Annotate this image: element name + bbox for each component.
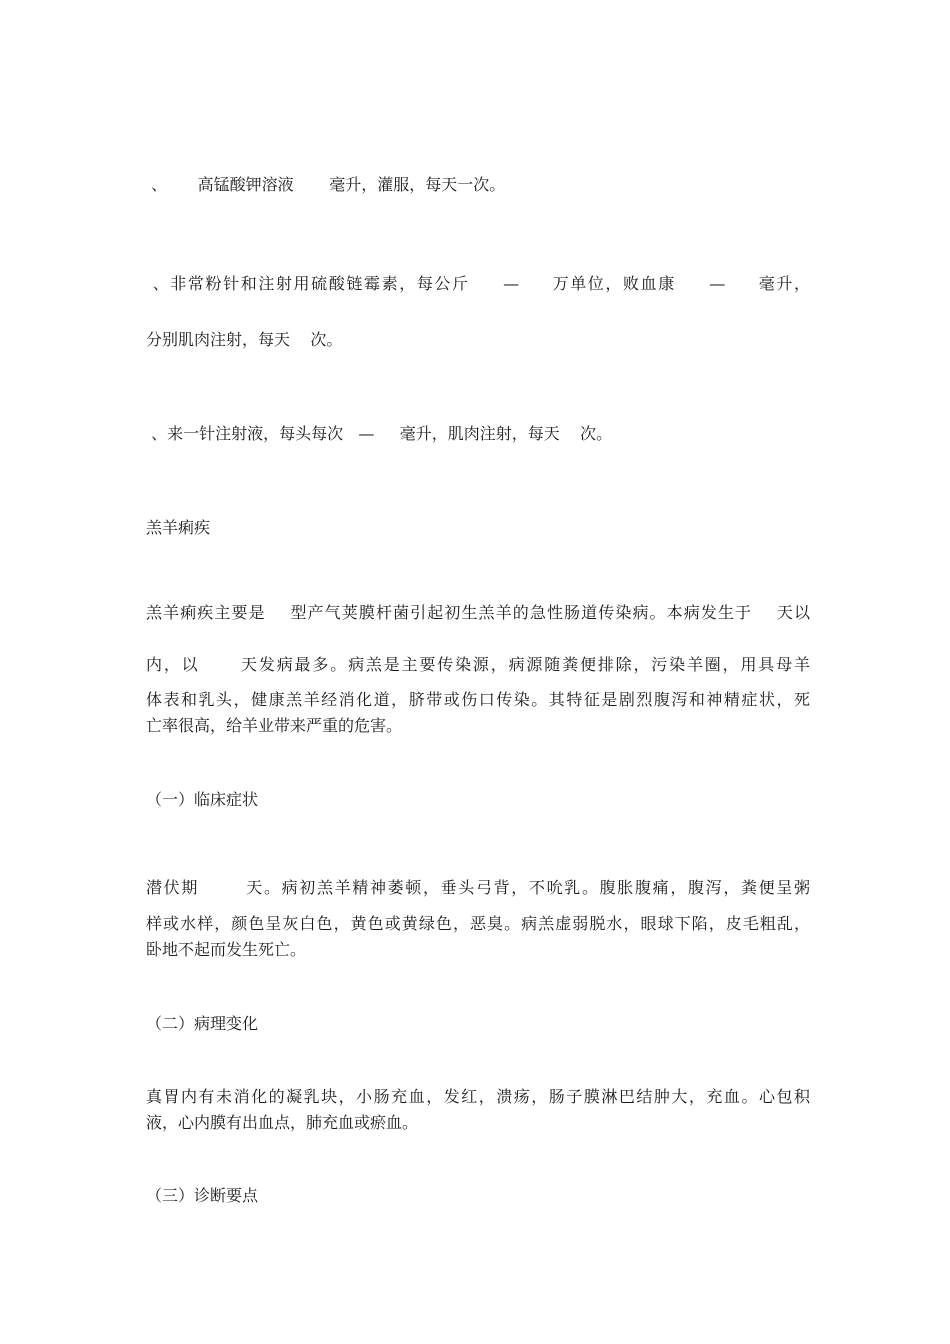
- pathology-paragraph-line-2: 液，心内膜有出血点，肺充血或瘀血。: [146, 1113, 419, 1132]
- treatment-item-streptomycin: 、非常粉针和注射用硫酸链霉素，每公斤 — 万单位，败血康 — 毫升，: [146, 274, 810, 293]
- treatment-item-injection: 、来一针注射液，每头每次 — 毫升，肌肉注射，每天 次。: [146, 424, 613, 443]
- symptoms-paragraph-line-1: 潜伏期 天。病初羔羊精神萎顿，垂头弓背，不吮乳。腹胀腹痛，腹泻，粪便呈粥: [146, 878, 810, 897]
- treatment-item-potassium-permanganate: 、 高锰酸钾溶液 毫升，灌服，每天一次。: [146, 175, 506, 194]
- symptoms-paragraph-line-3: 卧地不起而发生死亡。: [146, 940, 307, 959]
- treatment-item-streptomycin-cont: 分别肌肉注射，每天 次。: [146, 330, 343, 349]
- section-title-lamb-dysentery: 羔羊痢疾: [146, 518, 211, 537]
- intro-paragraph-line-3: 体表和乳头，健康羔羊经消化道，脐带或伤口传染。其特征是剧烈腹泻和神精症状，死: [146, 690, 810, 709]
- symptoms-paragraph-line-2: 样或水样，颜色呈灰白色，黄色或黄绿色，恶臭。病羔虚弱脱水，眼球下陷，皮毛粗乱，: [146, 914, 810, 933]
- subsection-heading-diagnosis: （三）诊断要点: [146, 1186, 259, 1205]
- subsection-heading-pathology: （二）病理变化: [146, 1014, 259, 1033]
- intro-paragraph-line-4: 亡率很高，给羊业带来严重的危害。: [146, 716, 403, 735]
- subsection-heading-clinical-symptoms: （一）临床症状: [146, 790, 259, 809]
- intro-paragraph-line-1: 羔羊痢疾主要是 型产气荚膜杆菌引起初生羔羊的急性肠道传染病。本病发生于 天以: [146, 603, 810, 622]
- pathology-paragraph-line-1: 真胃内有未消化的凝乳块，小肠充血，发红，溃疡，肠子膜淋巴结肿大，充血。心包积: [146, 1087, 810, 1106]
- intro-paragraph-line-2: 内，以 天发病最多。病羔是主要传染源，病源随粪便排除，污染羊圈，用具母羊: [146, 655, 810, 674]
